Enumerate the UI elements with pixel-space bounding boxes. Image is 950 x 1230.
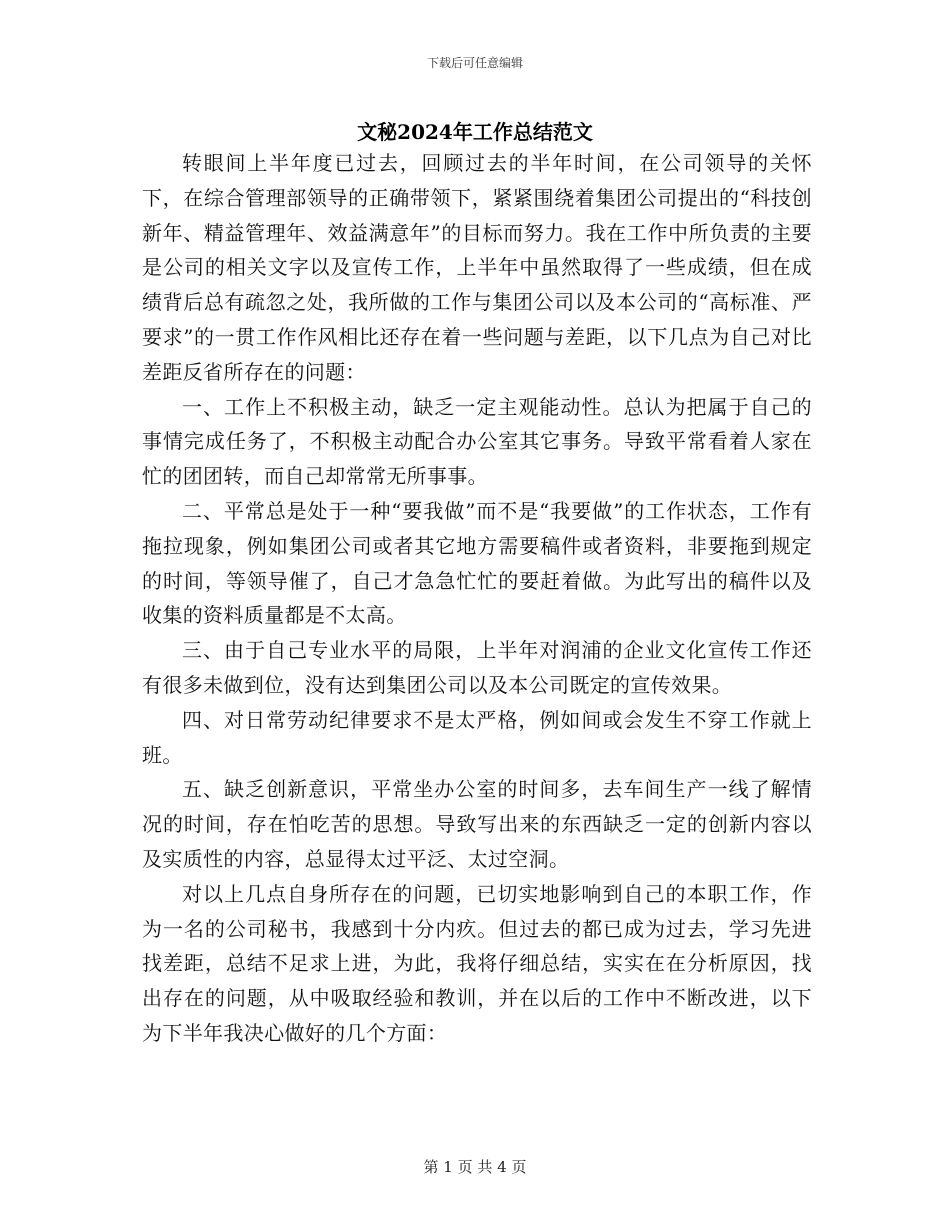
document-body — [142, 146, 812, 1051]
page-header-note: 下载后可任意编辑 — [426, 56, 523, 70]
paragraph-item-5: 五、缺乏创新意识，平常坐办公室的时间多，去车间生产一线了解情况的时间，存在怕吃苦的思想。导致写出来的东西缺乏一定的创新内容以及实质性的内容，总显得太过平泛、太过空洞。 — [142, 777, 812, 871]
document-title: 文秘2024年工作总结范文 — [357, 120, 593, 144]
paragraph-item-4: 四、对日常劳动纪律要求不是太严格，例如间或会发生不穿工作就上班。 — [142, 707, 812, 767]
page-number-footer: 第 1 页 共 4 页 — [423, 1158, 527, 1176]
paragraph-item-1: 一、工作上不积极主动，缺乏一定主观能动性。总认为把属于自己的事情完成任务了，不积极主动配合办公室其它事务。导致平常看着人家在忙的团团转，而自己却常常无所事事。 — [142, 394, 812, 489]
paragraph-conclusion: 对以上几点自身所存在的问题，已切实地影响到自己的本职工作，作为一名的公司秘书，我感到十分内疚。但过去的都已成为过去，学习先进找差距，总结不足求上进，为此，我将仔细总结，实实在在分析原因，找出存在的问题，从中吸取经验和教训，并在以后的工作中不断改进，以下为下半年我决心做好的几个方面： — [142, 881, 812, 1045]
paragraph-intro: 转眼间上半年度已过去，回顾过去的半年时间，在公司领导的关怀下，在综合管理部领导的正确带领下，紧紧围绕着集团公司提出的“科技创新年、精益管理年、效益满意年”的目标而努力。我在工作中所负责的主要是公司的相关文字以及宣传工作，上半年中虽然取得了一些成绩，但在成绩背后总有疏忽之处，我所做的工作与集团公司以及本公司的“高标准、严要求”的一贯工作作风相比还存在着一些问题与差距，以下几点为自己对比差距反省所存在的问题： — [142, 151, 812, 384]
paragraph-item-2: 二、平常总是处于一种“要我做”而不是“我要做”的工作状态，工作有拖拉现象，例如集团公司或者其它地方需要稿件或者资料，非要拖到规定的时间，等领导催了，自己才急急忙忙的要赶着做。为此写出的稿件以及收集的资料质量都是不太高。 — [142, 498, 812, 628]
paragraph-item-3: 三、由于自己专业水平的局限，上半年对润浦的企业文化宣传工作还有很多未做到位，没有达到集团公司以及本公司既定的宣传效果。 — [142, 638, 812, 697]
